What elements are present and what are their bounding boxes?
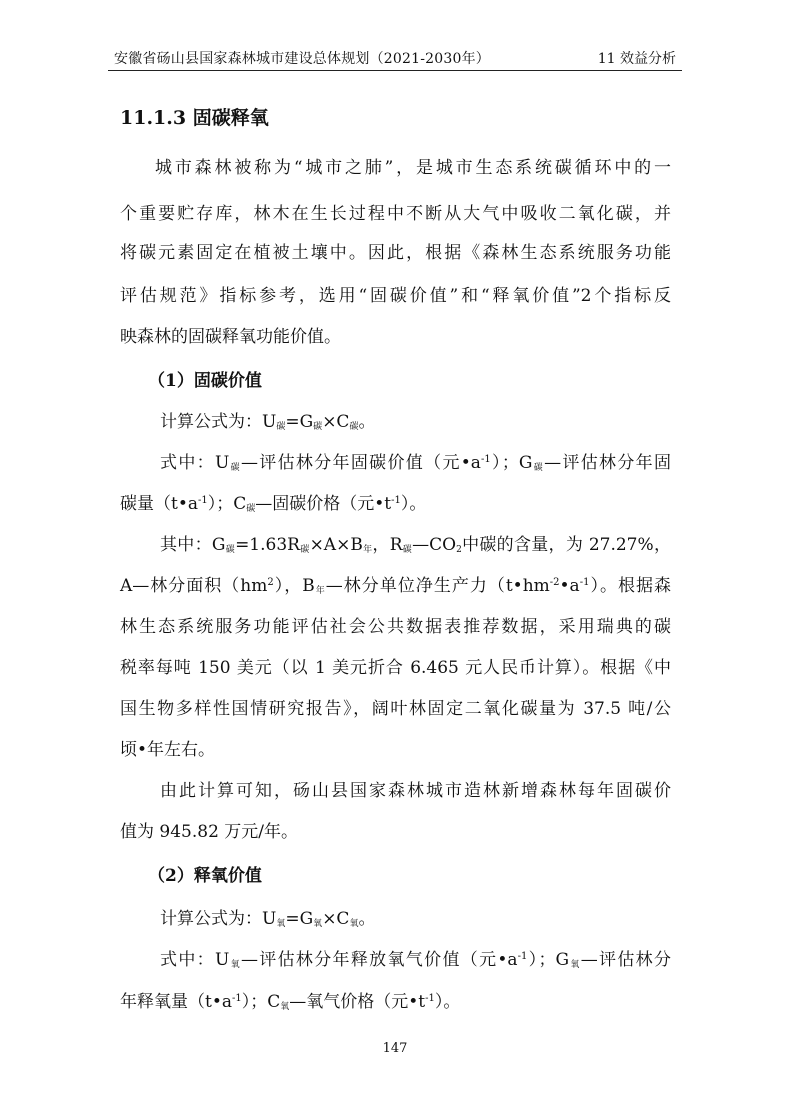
carbon-detail-line-4: 税率每吨 150 美元（以 1 美元折合 6.465 元人民币计算）。根据《中 [120, 658, 671, 678]
carbon-formula: 计算公式为：$U_碳=G_碳\times C_碳$。 [160, 412, 376, 432]
carbon-heading: （1）固碳价值 [148, 371, 262, 391]
carbon-result-line-1: 由此计算可知，砀山县国家森林城市造林新增森林每年固碳价 [160, 781, 671, 801]
header-title: 安徽省砀山县国家森林城市建设总体规划（2021-2030年） [114, 51, 490, 67]
oxygen-formula: 计算公式为：$U_氧=G_氧\times C_氧$。 [160, 909, 376, 929]
oxygen-definition-line-1: 式中：$U_氧—$评估林分年释放氧气价值（元$•a^{-1}$）；$G_氧—$评估林分 [160, 950, 671, 970]
intro-line-1: 城市森林被称为“城市之肺”，是城市生态系统碳循环中的一 [155, 158, 671, 178]
carbon-detail-line-3: 林生态系统服务功能评估社会公共数据表推荐数据，采用瑞典的碳 [120, 617, 671, 637]
oxygen-heading: （2）释氧价值 [148, 866, 262, 886]
oxygen-definition-line-2: 年释氧量$(t•a^{-1})$；$C_氧—$氧气价格（元$•t^{-1}$）。 [120, 992, 461, 1012]
carbon-definition-line-1: 式中：$U_碳—$评估林分年固碳价值（元$•a^{-1}$）；$G_碳—$评估林分年固 [160, 453, 671, 473]
intro-line-5: 映森林的固碳释氧功能价值。 [120, 327, 341, 347]
carbon-detail-line-5: 国生物多样性国情研究报告》，阔叶林固定二氧化碳量为 37.5 吨/公 [120, 699, 671, 719]
intro-line-4: 评估规范》指标参考，选用“固碳价值”和“释氧价值”2个指标反 [120, 286, 671, 306]
header-chapter: 11 效益分析 [597, 51, 676, 67]
intro-line-3: 将碳元素固定在植被土壤中。因此，根据《森林生态系统服务功能 [120, 243, 671, 263]
carbon-detail-line-2: A—林分面积$(hm^2)$，$B_年—$林分单位净生产力$(t•hm^{-2}•a^{-1})$。根据森 [120, 576, 671, 596]
section-title: 11.1.3 固碳释氧 [120, 107, 269, 129]
intro-line-2: 个重要贮存库，林木在生长过程中不断从大气中吸收二氧化碳，并 [120, 204, 671, 224]
page-number: 147 [382, 1041, 408, 1056]
carbon-detail-line-1: 其中：$G_碳=1.63R_碳\times A\times B_年$，$R_碳—CO_2$中碳的含量，为 27.27%， [160, 535, 671, 555]
carbon-result-line-2: 值为 945.82 万元/年。 [120, 822, 299, 842]
running-header [108, 40, 682, 71]
carbon-definition-line-2: 碳量$(t•a^{-1})$；$C_碳—$固碳价格（元$•t^{-1}$）。 [120, 494, 427, 514]
carbon-detail-line-6: 顷•年左右。 [120, 740, 216, 760]
